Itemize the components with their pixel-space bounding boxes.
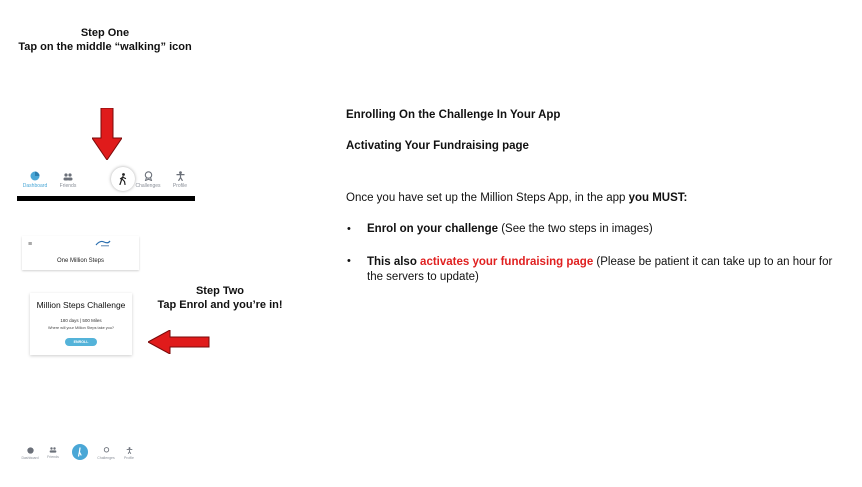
nav-label: Dashboard	[21, 456, 39, 460]
walking-button[interactable]	[72, 444, 88, 460]
nav-label: Challenges	[97, 456, 115, 460]
step-one-instruction: Tap on the middle “walking” icon	[18, 41, 192, 53]
left-arrow-icon	[148, 330, 210, 354]
heading-enrolling: Enrolling On the Challenge In Your App	[346, 109, 561, 121]
step-two-instruction: Tap Enrol and you’re in!	[157, 299, 283, 311]
nav-challenges[interactable]	[94, 447, 118, 460]
step-one-title: Step One	[80, 27, 130, 39]
walking-icon	[118, 173, 128, 185]
challenge-card	[30, 293, 132, 355]
friends-icon	[63, 173, 73, 181]
profile-icon	[176, 171, 185, 181]
intro-emphasis: you MUST:	[628, 192, 688, 204]
app-bottom-nav	[17, 165, 195, 201]
profile-icon	[126, 447, 133, 454]
nav-label: Challenges	[135, 183, 161, 189]
nav-profile[interactable]	[120, 447, 138, 460]
medal-icon	[103, 447, 110, 454]
nav-friends[interactable]	[44, 447, 62, 459]
nav-label: Profile	[124, 456, 134, 460]
bullet-activates-bold: This also	[367, 256, 421, 268]
app-header-title: One Million Steps	[56, 258, 105, 264]
dashboard-icon	[27, 447, 34, 454]
step-two-title: Step Two	[195, 285, 245, 297]
app-logo-icon	[95, 239, 111, 249]
challenge-title: Million Steps Challenge	[36, 300, 126, 310]
app-header-card	[22, 236, 139, 270]
enrol-button[interactable]: ENROLL	[65, 338, 97, 346]
nav-challenges[interactable]	[130, 171, 166, 189]
nav-label: Friends	[47, 455, 59, 459]
nav-label: Dashboard	[22, 183, 48, 189]
down-arrow-icon	[92, 108, 122, 160]
step-two-label	[150, 284, 290, 312]
bullet-activates	[367, 255, 845, 285]
intro-prefix: Once you have set up the Million Steps App, in the app	[346, 192, 629, 204]
app-bottom-nav-small	[20, 442, 138, 464]
step-one-label	[0, 26, 210, 54]
nav-label: Profile	[172, 183, 188, 189]
walking-icon	[72, 444, 88, 460]
heading-activating: Activating Your Fundraising page	[346, 140, 529, 152]
nav-profile[interactable]	[167, 171, 193, 189]
nav-label: Friends	[59, 183, 77, 189]
bullet-activates-rest: (Please be patient it can take up to an hour for the servers to update)	[367, 256, 833, 283]
bullet-enrol	[367, 223, 847, 235]
dashboard-icon	[30, 171, 40, 181]
friends-icon	[49, 447, 57, 453]
challenge-question: Where will your Million Steps take you?	[47, 326, 115, 330]
challenge-subtitle: 180 days | 500 Miles	[60, 318, 102, 323]
nav-friends[interactable]	[57, 173, 79, 189]
bullet-marker: •	[347, 255, 351, 267]
intro-text	[346, 192, 846, 204]
nav-dashboard[interactable]	[19, 171, 51, 189]
medal-icon	[144, 171, 153, 181]
bullet-activates-red: activates your fundraising page	[420, 256, 594, 268]
menu-icon[interactable]: ≡	[28, 241, 33, 248]
divider	[17, 196, 195, 201]
bullet-marker: •	[347, 223, 351, 235]
bullet-enrol-rest: (See the two steps in images)	[498, 223, 653, 235]
bullet-enrol-bold: Enrol on your challenge	[367, 223, 498, 235]
nav-dashboard[interactable]	[20, 447, 40, 460]
